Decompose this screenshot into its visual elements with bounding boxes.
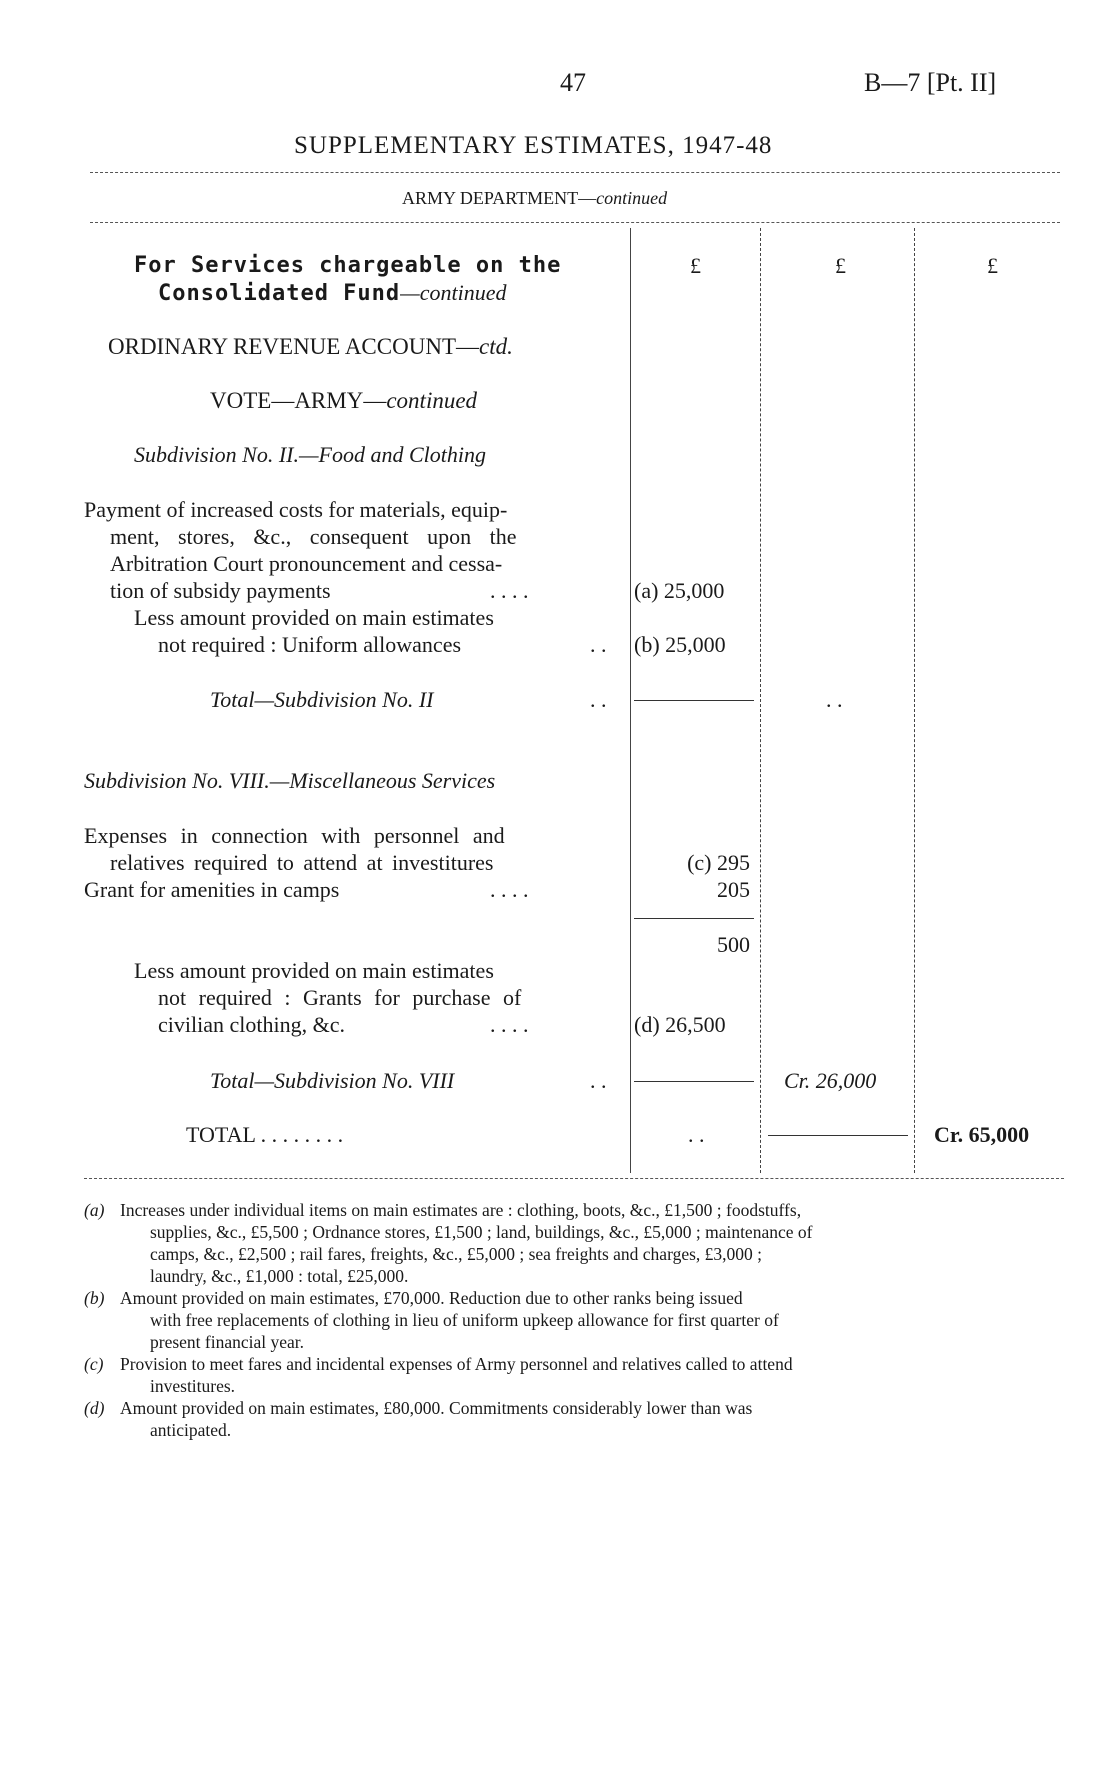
sub2-line-1: Payment of increased costs for materials, equip-	[84, 497, 508, 522]
footnote-c-line-1: Provision to meet fares and incidental expenses of Army personnel and relatives called to attend	[120, 1354, 793, 1374]
sub2-line-2: ment, stores, &c., consequent upon the	[110, 524, 517, 549]
sub2-less-line-1: Less amount provided on main estimates	[134, 605, 494, 630]
sub8-less-dots: . . . .	[490, 1012, 529, 1037]
footnote-b-mark: (b)	[84, 1288, 105, 1308]
footnote-d-mark: (d)	[84, 1398, 105, 1418]
amount-a: (a) 25,000	[634, 578, 725, 603]
footnote-a-mark: (a)	[84, 1200, 105, 1220]
footnote-d-line-1: Amount provided on main estimates, £80,000. Commitments considerably lower than was	[120, 1398, 753, 1418]
column-rule-1	[630, 228, 631, 1173]
department-continued: continued	[596, 188, 668, 208]
footnote-a-line-1: Increases under individual items on main estimates are : clothing, boots, &c., £1,500 ; foodstuffs,	[120, 1200, 802, 1220]
page-title: SUPPLEMENTARY ESTIMATES, 1947-48	[294, 132, 773, 159]
sub8-grant-dots: . . . .	[490, 877, 529, 902]
sub8-line-1: Expenses in connection with personnel and	[84, 823, 505, 848]
sub2-less-dots: . .	[590, 632, 607, 657]
account-continued: ctd.	[479, 334, 513, 359]
sub2-total-rule	[634, 700, 754, 701]
sub8-line-2: relatives required to attend at investitures	[110, 850, 494, 875]
sub2-total-label: Total—Subdivision No. II	[210, 687, 434, 712]
amount-grant: 205	[717, 877, 750, 902]
sub8-total-rule	[634, 1081, 754, 1082]
department-heading	[402, 185, 667, 211]
column-rule-2	[760, 228, 761, 1173]
currency-column-2: £	[835, 253, 846, 278]
table-bottom-rule	[84, 1178, 1064, 1179]
consolidated-fund: Consolidated Fund	[158, 281, 401, 306]
sub2-less-line-2: not required : Uniform allowances	[158, 632, 462, 657]
amount-c: (c) 295	[687, 850, 750, 875]
document-reference: B—7 [Pt. II]	[864, 68, 997, 97]
sub8-subtotal: 500	[717, 932, 750, 957]
grand-total-rule	[768, 1135, 908, 1136]
vote-heading	[210, 388, 477, 414]
footnote-a-line-3: camps, &c., £2,500 ; rail fares, freights, &c., £5,000 ; sea freights and charges, £3,000 ;	[150, 1244, 763, 1264]
services-heading-line1: For Services chargeable on the	[134, 253, 562, 278]
footnote-a-line-4: laundry, &c., £1,000 : total, £25,000.	[150, 1266, 409, 1286]
grand-total-col1: . .	[688, 1122, 705, 1147]
sub8-total-label: Total—Subdivision No. VIII	[210, 1068, 455, 1093]
account-name: ORDINARY REVENUE ACCOUNT—	[108, 334, 479, 359]
account-heading	[108, 334, 513, 360]
sub2-total-value: . .	[826, 687, 843, 712]
subdivision-8-title: Subdivision No. VIII.—Miscellaneous Services	[84, 768, 496, 793]
sub8-total-dots: . .	[590, 1068, 607, 1093]
sub2-line-4-dots: . . . .	[490, 578, 529, 603]
grand-total-label: TOTAL . . . . . . . .	[186, 1122, 344, 1147]
services-heading-line2	[158, 280, 507, 306]
footnote-c-mark: (c)	[84, 1354, 104, 1374]
vote-continued: continued	[386, 388, 478, 413]
column-rule-3	[914, 228, 915, 1173]
sub8-less-line-3: civilian clothing, &c.	[158, 1012, 345, 1037]
subdivision-2-title: Subdivision No. II.—Food and Clothing	[134, 442, 486, 467]
currency-column-3: £	[987, 253, 998, 278]
footnote-c-line-2: investitures.	[150, 1376, 236, 1396]
sub2-total-dots: . .	[590, 687, 607, 712]
vote-name: VOTE—ARMY—	[210, 388, 387, 413]
sub8-subtotal-rule	[634, 918, 754, 919]
page-number: 47	[560, 68, 586, 97]
amount-d: (d) 26,500	[634, 1012, 726, 1037]
footnote-b-line-1: Amount provided on main estimates, £70,000. Reduction due to other ranks being issued	[120, 1288, 743, 1308]
sub2-line-3: Arbitration Court pronouncement and cessa-	[110, 551, 503, 576]
currency-column-1: £	[690, 253, 701, 278]
footnote-a-line-2: supplies, &c., £5,500 ; Ordnance stores, £1,500 ; land, buildings, &c., £5,000 ; maintenance of	[150, 1222, 813, 1242]
grand-total-value: Cr. 65,000	[934, 1122, 1030, 1147]
sub2-line-4: tion of subsidy payments	[110, 578, 331, 603]
sub8-less-line-2: not required : Grants for purchase of	[158, 985, 522, 1010]
footnote-b-line-2: with free replacements of clothing in lieu of uniform upkeep allowance for first quarter of	[150, 1310, 779, 1330]
header-divider	[90, 172, 1060, 173]
sub8-less-line-1: Less amount provided on main estimates	[134, 958, 494, 983]
department-name: ARMY DEPARTMENT—	[402, 188, 597, 208]
sub8-total-value: Cr. 26,000	[784, 1068, 877, 1093]
table-top-rule	[90, 222, 1060, 223]
footnote-d-line-2: anticipated.	[150, 1420, 232, 1440]
amount-b: (b) 25,000	[634, 632, 726, 657]
footnote-b-line-3: present financial year.	[150, 1332, 305, 1352]
heading-continued: —continued	[400, 280, 507, 305]
sub8-line-3: Grant for amenities in camps	[84, 877, 340, 902]
